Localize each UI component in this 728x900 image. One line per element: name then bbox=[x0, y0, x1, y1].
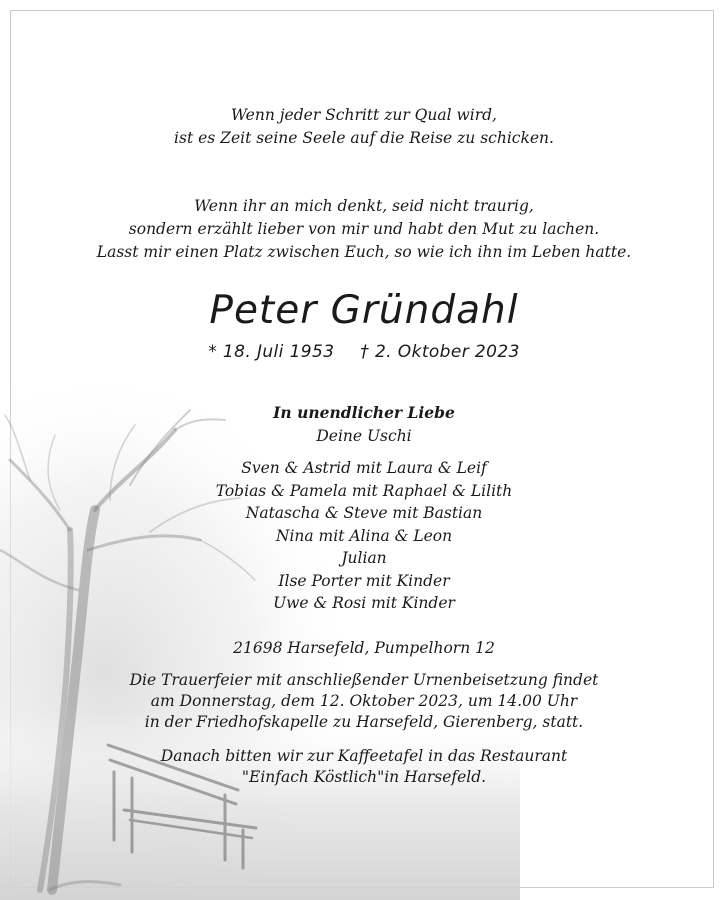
family-member: Sven & Astrid mit Laura & Leif bbox=[241, 459, 487, 477]
address: 21698 Harsefeld, Pumpelhorn 12 bbox=[233, 639, 495, 657]
verse-2 bbox=[0, 195, 728, 264]
family-member: Uwe & Rosi mit Kinder bbox=[273, 594, 455, 612]
verse-line: ist es Zeit seine Seele auf die Reise zu schicken. bbox=[174, 129, 554, 147]
family-list bbox=[0, 457, 728, 615]
ceremony-line: in der Friedhofskapelle zu Harsefeld, Gierenberg, statt. bbox=[144, 713, 584, 731]
verse-line: Lasst mir einen Platz zwischen Euch, so wie ich ihn im Leben hatte. bbox=[96, 243, 632, 261]
ceremony-line: Die Trauerfeier mit anschließender Urnenbeisetzung findet bbox=[129, 671, 599, 689]
family-member: Natascha & Steve mit Bastian bbox=[245, 504, 483, 522]
deceased-name: Peter Gründahl bbox=[209, 288, 519, 333]
mourners-heading-block bbox=[0, 402, 728, 447]
family-member: Julian bbox=[341, 549, 387, 567]
reception-line: Danach bitten wir zur Kaffeetafel in das Restaurant bbox=[160, 747, 568, 765]
verse-line: Wenn jeder Schritt zur Qual wird, bbox=[231, 106, 497, 124]
family-member: Ilse Porter mit Kinder bbox=[278, 571, 450, 590]
verse-1 bbox=[0, 104, 728, 150]
family-member: Tobias & Pamela mit Raphael & Lilith bbox=[215, 481, 513, 500]
verse-line: Wenn ihr an mich denkt, seid nicht traurig, bbox=[194, 197, 534, 215]
spouse-name: Deine Uschi bbox=[316, 426, 412, 445]
reception-notice bbox=[0, 746, 728, 788]
mourners-heading: In unendlicher Liebe bbox=[273, 403, 455, 422]
life-dates bbox=[0, 342, 728, 362]
ceremony-line: am Donnerstag, dem 12. Oktober 2023, um 14.00 Uhr bbox=[150, 692, 578, 710]
death-date: † 2. Oktober 2023 bbox=[360, 342, 520, 362]
verse-line: sondern erzählt lieber von mir und habt den Mut zu lachen. bbox=[128, 220, 600, 238]
birth-date: * 18. Juli 1953 bbox=[208, 342, 335, 362]
reception-line: "Einfach Köstlich"in Harsefeld. bbox=[241, 768, 487, 786]
ceremony-notice bbox=[0, 670, 728, 733]
family-member: Nina mit Alina & Leon bbox=[275, 526, 453, 545]
